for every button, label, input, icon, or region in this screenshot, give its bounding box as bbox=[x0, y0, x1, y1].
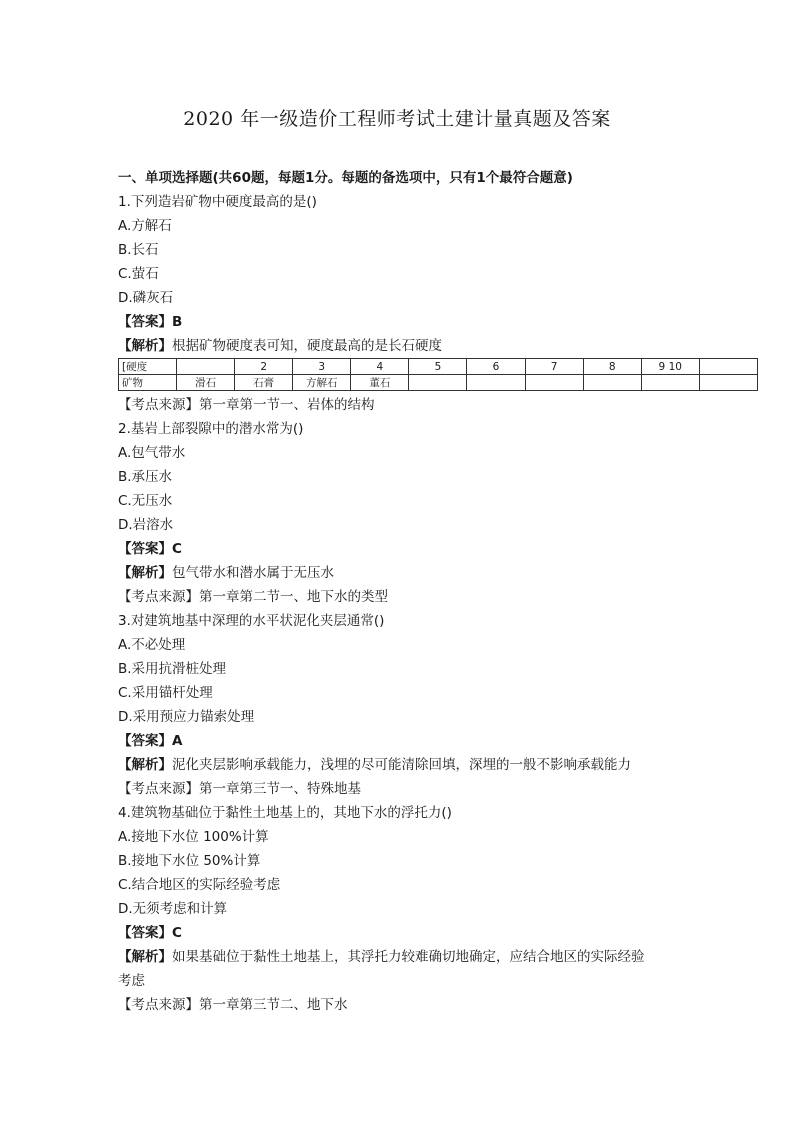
q1-answer-value: B bbox=[172, 314, 183, 330]
q4-option-c: C.结合地区的实际经验考虑 bbox=[118, 877, 281, 893]
q1-source-text: 第一章第一节一、岩体的结构 bbox=[199, 397, 375, 413]
q3-option-b: B.采用抗滑桩处理 bbox=[118, 661, 227, 677]
q3-answer-value: A bbox=[172, 733, 183, 749]
q1-analysis-text: 根据矿物硬度表可知，硬度最高的是长石硬度 bbox=[172, 338, 442, 354]
q2-option-d: D.岩溶水 bbox=[118, 517, 174, 533]
table-cell: 7 bbox=[525, 359, 583, 375]
q4-source bbox=[118, 993, 698, 1017]
table-cell bbox=[583, 375, 641, 391]
source-label: 【考点来源】 bbox=[118, 997, 199, 1013]
table-cell bbox=[525, 375, 583, 391]
q1-option-c: C.萤石 bbox=[118, 266, 159, 282]
q2-answer-value: C bbox=[172, 541, 182, 557]
q2-source bbox=[118, 585, 698, 609]
q4-option-a: A.接地下水位 100%计算 bbox=[118, 829, 269, 845]
answer-label: 【答案】 bbox=[118, 541, 172, 557]
q1-option-b: B.长石 bbox=[118, 242, 159, 258]
q2-answer bbox=[118, 537, 698, 561]
q2-option-b: B.承压水 bbox=[118, 469, 173, 485]
q2-analysis bbox=[118, 561, 698, 585]
table-cell bbox=[467, 375, 525, 391]
q1-option-a: A.方解石 bbox=[118, 218, 172, 234]
q2-source-text: 第一章第二节一、地下水的类型 bbox=[199, 589, 388, 605]
q3-source-text: 第一章第三节一、特殊地基 bbox=[199, 781, 361, 797]
q3-option-a: A.不必处理 bbox=[118, 637, 186, 653]
q3-stem: 3.对建筑地基中深理的水平状泥化夹层通常() bbox=[118, 613, 385, 629]
mineral-row bbox=[119, 375, 758, 391]
table-cell: [硬度 bbox=[119, 359, 177, 375]
analysis-label: 【解析】 bbox=[118, 565, 172, 581]
q1-source bbox=[118, 393, 698, 417]
q4-analysis-continued: 考虑 bbox=[118, 973, 145, 989]
analysis-label: 【解析】 bbox=[118, 949, 172, 965]
q3-analysis bbox=[118, 753, 698, 777]
q1-stem: 1.下列造岩矿物中硬度最高的是() bbox=[118, 194, 317, 210]
table-cell: 滑石 bbox=[177, 375, 235, 391]
analysis-label: 【解析】 bbox=[118, 757, 172, 773]
table-cell bbox=[641, 375, 699, 391]
document-title: 2020 年一级造价工程师考试土建计量真题及答案 bbox=[183, 108, 611, 130]
q1-option-d: D.磷灰石 bbox=[118, 290, 174, 306]
table-cell: 石膏 bbox=[235, 375, 293, 391]
table-cell: 4 bbox=[351, 359, 409, 375]
table-cell: 董石 bbox=[351, 375, 409, 391]
q3-option-c: C.采用锚杆处理 bbox=[118, 685, 213, 701]
table-cell bbox=[699, 359, 757, 375]
answer-label: 【答案】 bbox=[118, 925, 172, 941]
source-label: 【考点来源】 bbox=[118, 589, 199, 605]
q4-answer-value: C bbox=[172, 925, 182, 941]
table-cell: 5 bbox=[409, 359, 467, 375]
table-cell bbox=[177, 359, 235, 375]
q1-answer bbox=[118, 310, 698, 334]
source-label: 【考点来源】 bbox=[118, 781, 199, 797]
q2-option-c: C.无压水 bbox=[118, 493, 173, 509]
q2-option-a: A.包气带水 bbox=[118, 445, 186, 461]
table-cell: 9 10 bbox=[641, 359, 699, 375]
analysis-label: 【解析】 bbox=[118, 338, 172, 354]
table-cell: 2 bbox=[235, 359, 293, 375]
table-cell: 方解石 bbox=[293, 375, 351, 391]
q4-analysis-text-1: 如果基础位于黏性土地基上，其浮托力较难确切地确定，应结合地区的实际经验 bbox=[172, 949, 645, 965]
q4-stem: 4.建筑物基础位于黏性土地基上的，其地下水的浮托力() bbox=[118, 805, 452, 821]
q4-source-text: 第一章第三节二、地下水 bbox=[199, 997, 348, 1013]
answer-label: 【答案】 bbox=[118, 733, 172, 749]
answer-label: 【答案】 bbox=[118, 314, 172, 330]
q3-answer bbox=[118, 729, 698, 753]
table-cell: 6 bbox=[467, 359, 525, 375]
q4-answer bbox=[118, 921, 698, 945]
table-cell: 8 bbox=[583, 359, 641, 375]
table-cell bbox=[409, 375, 467, 391]
q2-analysis-text: 包气带水和潜水属于无压水 bbox=[172, 565, 334, 581]
q4-option-d: D.无须考虑和计算 bbox=[118, 901, 228, 917]
q2-stem: 2.基岩上部裂隙中的潜水常为() bbox=[118, 421, 304, 437]
hardness-table bbox=[118, 358, 758, 391]
q1-analysis bbox=[118, 334, 698, 358]
table-cell: 矿物 bbox=[119, 375, 177, 391]
section-heading: 一、单项选择题(共60题，每题1分。每题的备选项中，只有1个最符合题意) bbox=[118, 170, 573, 186]
q4-analysis bbox=[118, 945, 698, 969]
document-body bbox=[118, 166, 698, 1017]
q3-option-d: D.采用预应力锚索处理 bbox=[118, 709, 255, 725]
table-cell: 3 bbox=[293, 359, 351, 375]
q4-option-b: B.接地下水位 50%计算 bbox=[118, 853, 261, 869]
q3-source bbox=[118, 777, 698, 801]
source-label: 【考点来源】 bbox=[118, 397, 199, 413]
hardness-row bbox=[119, 359, 758, 375]
table-cell bbox=[699, 375, 757, 391]
q3-analysis-text: 泥化夹层影响承载能力，浅埋的尽可能清除回填，深埋的一般不影响承载能力 bbox=[172, 757, 631, 773]
